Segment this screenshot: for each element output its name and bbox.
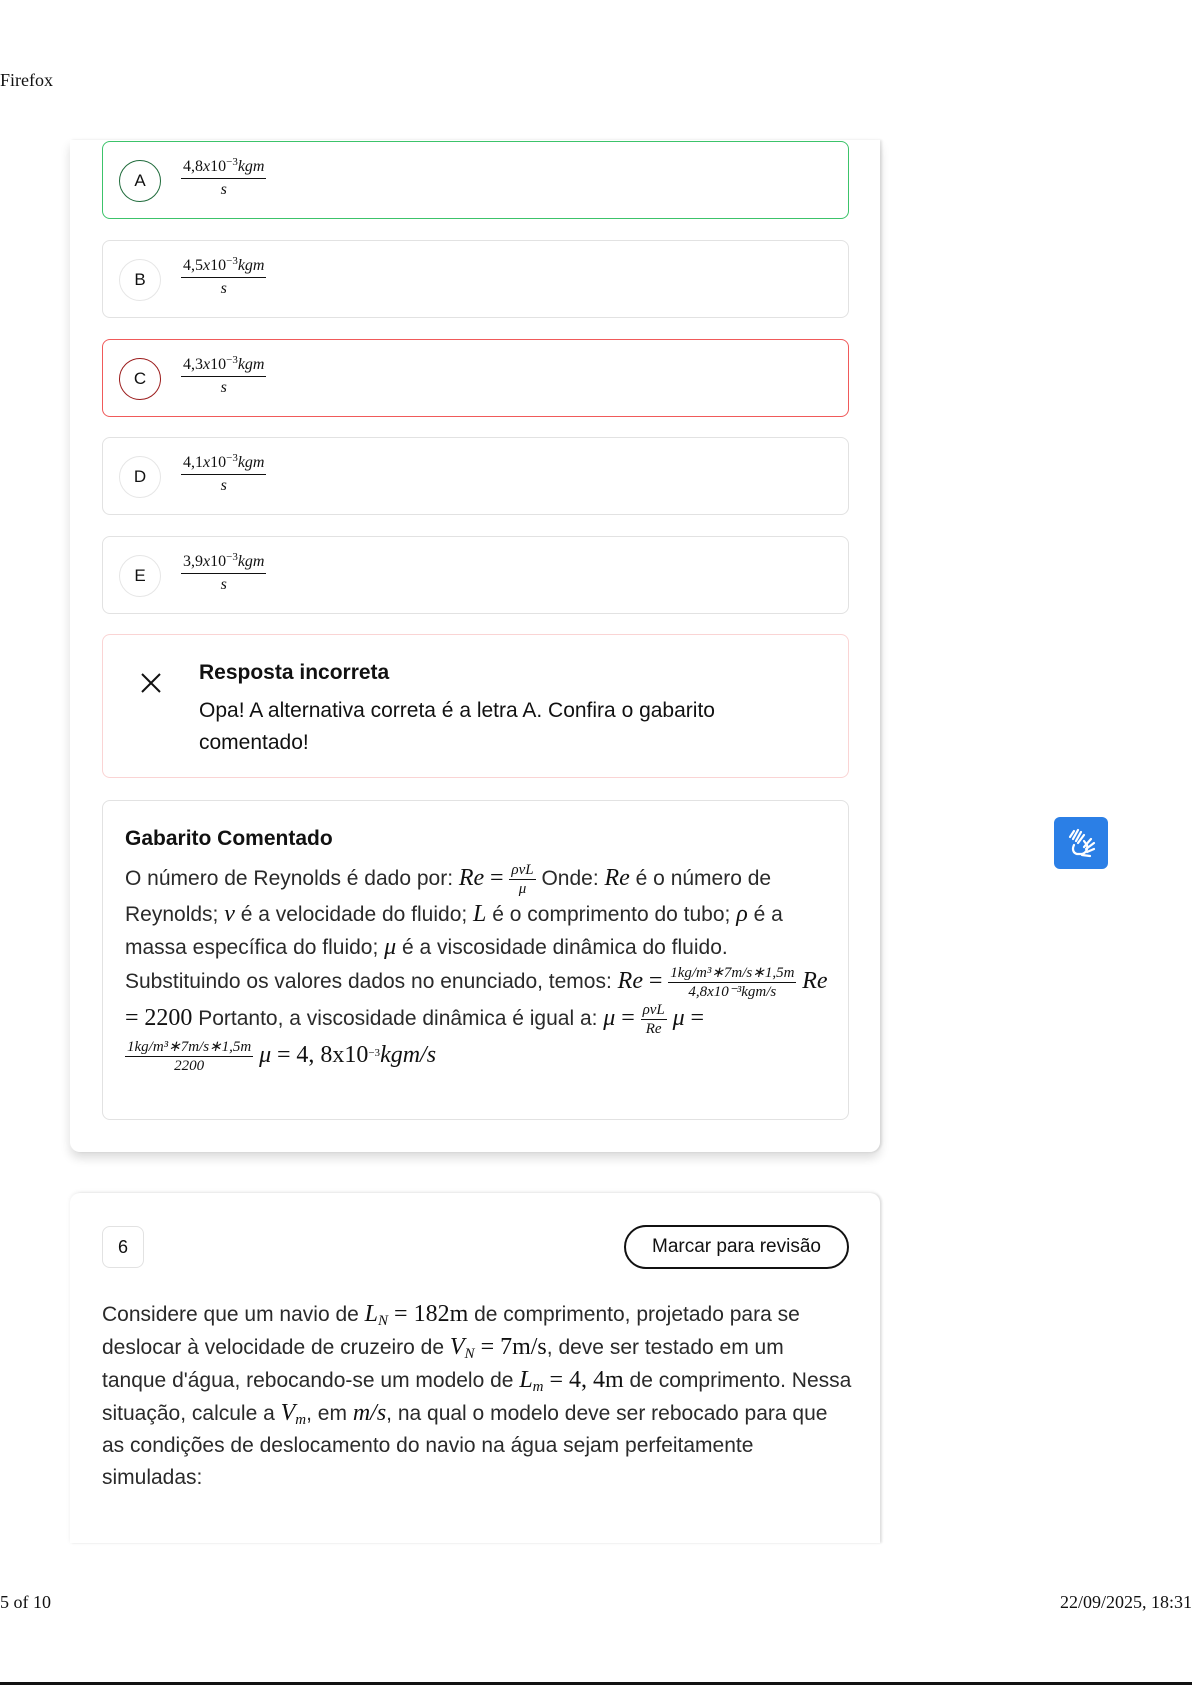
option-formula: $3,9x10^{-3}kgm$ s <box>183 551 265 593</box>
explanation-body: O número de Reynolds é dado por: Re = ρvL μ Onde: Re é o número de Reynolds; v é a velocidade do fluido; L é o comprimento do tubo; ρ é a massa específica do fluido; μ é a viscosidade dinâmica do fluido. Substituindo os valores dados no enunciado, temos: Re = 1kg/m³∗7m/s∗1,5m 4,8x10⁻³kgm/s Re = 2200 Portanto, a viscosidade dinâmica é igual a: μ = ρvL Re μ = $\frac{\text{1kg/m³∗7m/s∗1,5m}}{2200}$ μ = 4, $8x10^{-3}kgm/s$ <box>125 862 828 1074</box>
feedback-title: Resposta incorreta <box>199 661 390 684</box>
option-formula: $4,1x10^{-3}kgm$ s <box>183 452 265 494</box>
option-b[interactable] <box>102 240 849 318</box>
explanation-title: Gabarito Comentado <box>125 827 333 850</box>
option-a[interactable] <box>102 141 849 219</box>
mark-for-review-button[interactable]: Marcar para revisão <box>624 1225 849 1269</box>
close-icon <box>139 671 163 695</box>
page-counter: 5 of 10 <box>0 1592 51 1612</box>
option-letter: E <box>119 555 161 597</box>
feedback-text: Opa! A alternativa correta é a letra A. Confira o gabarito comentado! <box>199 699 715 754</box>
option-letter: D <box>119 456 161 498</box>
option-letter: C <box>119 358 161 400</box>
question-text: Considere que um navio de $L_N = 182m$ de comprimento, projetado para se deslocar à velocidade de cruzeiro de $V_N = 7m/s$, deve ser testado em um tanque d'água, rebocando-se um modelo de $L_m = 4$, 4m de comprimento. Nessa situação, calcule a $V_m$, em m/s, na qual o modelo deve ser rebocado para que as condições de deslocamento do navio na água sejam perfeitamente simuladas: <box>102 1301 852 1489</box>
hands-sign-language-icon <box>1064 827 1098 859</box>
option-letter: B <box>119 259 161 301</box>
answer-explanation <box>102 800 849 1120</box>
option-d[interactable] <box>102 437 849 515</box>
browser-title: Firefox <box>0 70 53 90</box>
feedback-incorrect <box>102 634 849 778</box>
option-formula: $4,3x10^{-3}kgm$ s <box>183 354 265 396</box>
option-e[interactable] <box>102 536 849 614</box>
option-formula: $4,5x10^{-3}kgm$ s <box>183 255 265 297</box>
sign-language-accessibility-button[interactable] <box>1054 817 1108 869</box>
option-letter: A <box>119 160 161 202</box>
print-datetime: 22/09/2025, 18:31 <box>1059 1592 1192 1612</box>
question-number: 6 <box>102 1226 144 1268</box>
option-c[interactable] <box>102 339 849 417</box>
option-formula: $4,8x10^{-3}kgm$ s <box>183 156 265 198</box>
